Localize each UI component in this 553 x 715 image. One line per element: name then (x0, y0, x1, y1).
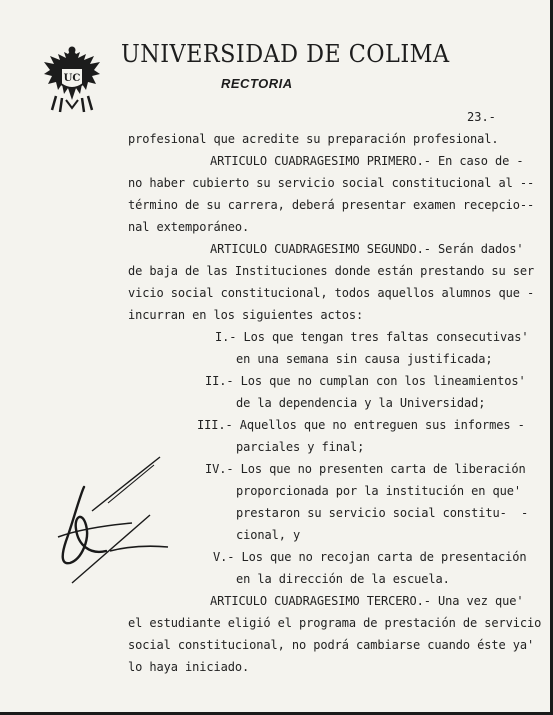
list-item-continuation: en una semana sin causa justificada; (236, 352, 493, 366)
university-seal-icon (42, 44, 102, 114)
list-item-line: IV.- Los que no presenten carta de liberación (205, 462, 526, 476)
list-item-continuation: de la dependencia y la Universidad; (236, 396, 486, 410)
seal-text: UC (63, 73, 81, 84)
list-item-continuation: en la dirección de la escuela. (236, 572, 450, 586)
article-heading-line: ARTICULO CUADRAGESIMO PRIMERO.- En caso de - (210, 154, 524, 168)
article-heading-line: ARTICULO CUADRAGESIMO SEGUNDO.- Serán dados' (210, 242, 524, 256)
text-line: vicio social constitucional, todos aquellos alumnos que - (128, 286, 535, 300)
page-number: 23.- (467, 110, 496, 124)
list-item-continuation: prestaron su servicio social constitu- - (236, 506, 529, 520)
handwritten-signature (50, 455, 175, 585)
text-line: nal extemporáneo. (128, 220, 250, 234)
text-line: de baja de las Instituciones donde están prestando su ser (128, 264, 535, 278)
text-line: no haber cubierto su servicio social constitucional al -- (128, 176, 535, 190)
list-item-line: I.- Los que tengan tres faltas consecutivas' (215, 330, 529, 344)
list-item-line: III.- Aquellos que no entreguen sus informes - (197, 418, 525, 432)
article-heading-line: ARTICULO CUADRAGESIMO TERCERO.- Una vez que' (210, 594, 524, 608)
text-line: profesional que acredite su preparación profesional. (128, 132, 499, 146)
text-line: el estudiante eligió el programa de prestación de servicio (128, 616, 542, 630)
list-item-continuation: cional, y (236, 528, 301, 542)
office-name: RECTORIA (221, 76, 293, 91)
list-item-continuation: parciales y final; (236, 440, 365, 454)
list-item-line: II.- Los que no cumplan con los lineamientos' (205, 374, 526, 388)
text-line: incurran en los siguientes actos: (128, 308, 364, 322)
text-line: término de su carrera, deberá presentar examen recepcio-- (128, 198, 535, 212)
institution-title: UNIVERSIDAD DE COLIMA (121, 40, 450, 68)
text-line: social constitucional, no podrá cambiarse cuando éste ya' (128, 638, 535, 652)
text-line: lo haya iniciado. (128, 660, 250, 674)
list-item-continuation: proporcionada por la institución en que' (236, 484, 521, 498)
list-item-line: V.- Los que no recojan carta de presentación (213, 550, 527, 564)
